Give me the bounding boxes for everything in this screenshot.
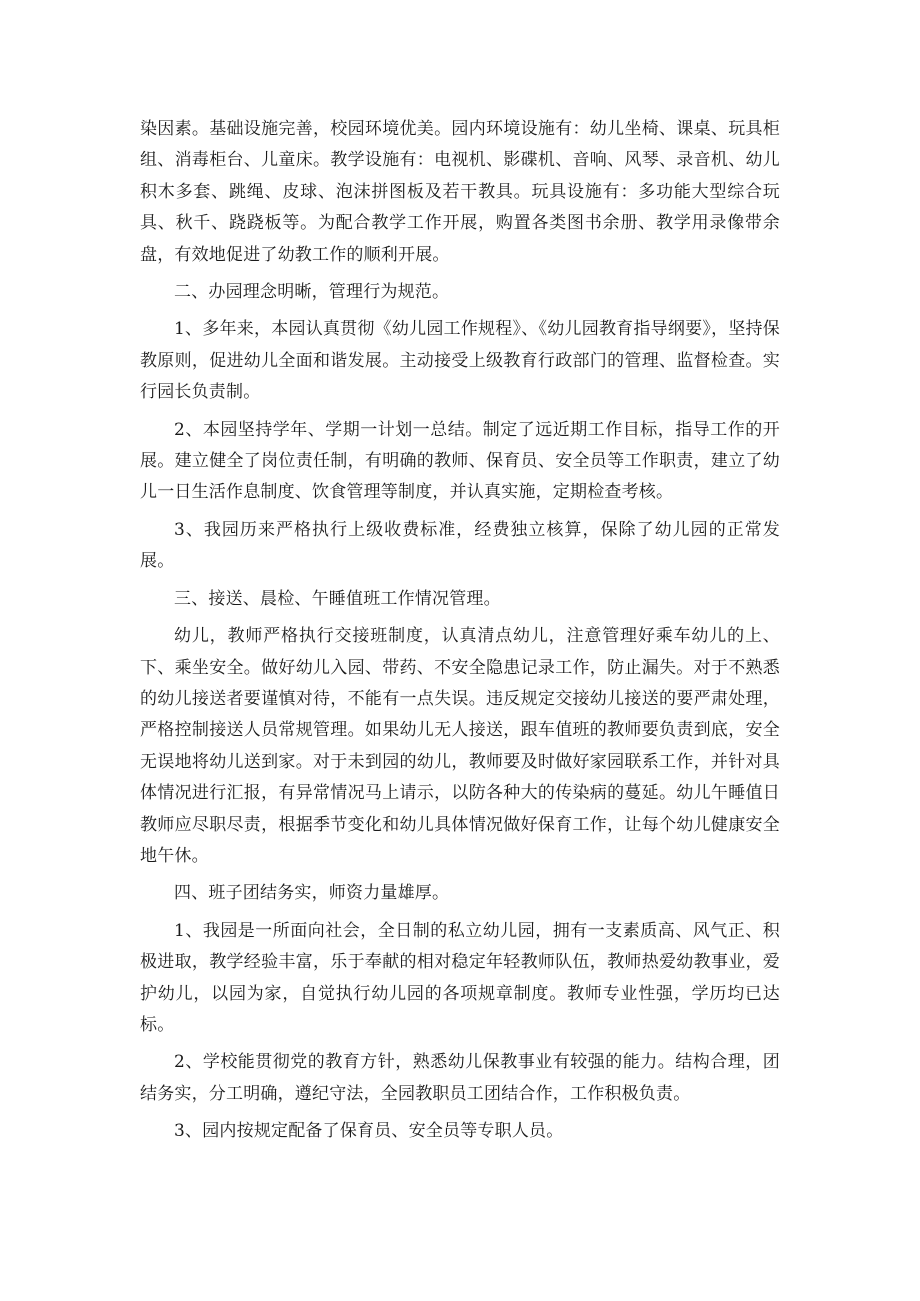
paragraph: 3、我园历来严格执行上级收费标准，经费独立核算，保除了幼儿园的正常发展。 (140, 519, 780, 572)
paragraph: 幼儿，教师严格执行交接班制度，认真清点幼儿，注意管理好乘车幼儿的上、下、乘坐安全。做好幼儿入园、带药、不安全隐患记录工作，防止漏失。对于不熟悉的幼儿接送者要谨慎对待，不能有一点失误。违反规定交接幼儿接送的要严肃处理，严格控制接送人员常规管理。如果幼儿无人接送，跟车值班的教师要负责到底，安全无误地将幼儿送到家。对于未到园的幼儿，教师要及时做好家园联系工作，并针对具体情况进行汇报，有异常情况马上请示，以防各种大的传染病的蔓延。幼儿午睡值日教师应尽职尽责，根据季节变化和幼儿具体情况做好保育工作，让每个幼儿健康安全地午休。 (140, 626, 780, 866)
section-heading-2: 二、办园理念明晰，管理行为规范。 (174, 282, 450, 303)
section-heading-3: 三、接送、晨检、午睡值班工作情况管理。 (174, 588, 501, 609)
paragraph: 2、本园坚持学年、学期一计划一总结。制定了远近期工作目标，指导工作的开展。建立健全了岗位责任制，有明确的教师、保育员、安全员等工作职责，建立了幼儿一日生活作息制度、饮食管理等制度，并认真实施，定期检查考核。 (140, 419, 780, 503)
paragraph: 3、园内按规定配备了保育员、安全员等专职人员。 (174, 1121, 564, 1142)
document-body (140, 114, 780, 1154)
paragraph-continuation: 染因素。基础设施完善，校园环境优美。园内环境设施有：幼儿坐椅、课桌、玩具柜组、消毒柜台、儿童床。教学设施有：电视机、影碟机、音响、风琴、录音机、幼儿积木多套、跳绳、皮球、泡沫拼图板及若干教具。玩具设施有：多功能大型综合玩具、秋千、跷跷板等。为配合教学工作开展，购置各类图书余册、教学用录像带余盘，有效地促进了幼教工作的顺利开展。 (140, 119, 780, 265)
paragraph: 1、我园是一所面向社会，全日制的私立幼儿园，拥有一支素质高、风气正、积极进取，教学经验丰富，乐于奉献的相对稳定年轻教师队伍，教师热爱幼教事业，爱护幼儿，以园为家，自觉执行幼儿园的各项规章制度。教师专业性强，学历均已达标。 (140, 920, 780, 1035)
paragraph: 2、学校能贯彻党的教育方针，熟悉幼儿保教事业有较强的能力。结构合理，团结务实，分工明确，遵纪守法，全园教职员工团结合作，工作积极负责。 (140, 1052, 780, 1104)
section-heading-4: 四、班子团结务实，师资力量雄厚。 (174, 883, 450, 904)
paragraph: 1、多年来，本园认真贯彻《幼儿园工作规程》、《幼儿园教育指导纲要》，坚持保教原则，促进幼儿全面和谐发展。主动接受上级教育行政部门的管理、监督检查。实行园长负责制。 (140, 319, 780, 403)
